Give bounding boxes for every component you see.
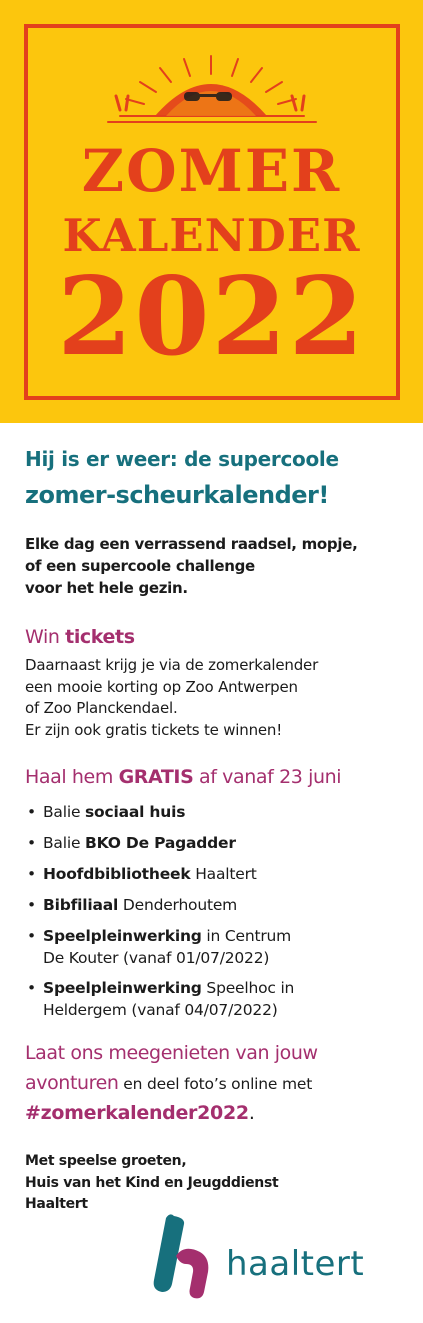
location-name: Speelpleinwerking (43, 927, 202, 945)
win-paragraph (25, 655, 318, 741)
signature-line: Haaltert (25, 1196, 88, 1212)
logo-wordmark: haaltert (226, 1244, 365, 1284)
list-item (25, 801, 185, 823)
list-item (25, 925, 291, 969)
intro-text (25, 533, 358, 599)
bullet-icon: • (27, 896, 36, 914)
location-suffix: Haaltert (190, 865, 257, 883)
list-item (25, 832, 236, 854)
paragraph-line: een mooie korting op Zoo Antwerpen (25, 677, 298, 696)
location-detail: Heldergem (vanaf 04/07/2022) (43, 1001, 278, 1019)
list-item (25, 863, 257, 885)
intro-line: of een supercoole challenge (25, 557, 255, 575)
share-emphasis: avonturen (25, 1072, 119, 1094)
location-name: sociaal huis (85, 803, 186, 821)
hashtag-text: #zomerkalender2022 (25, 1102, 249, 1124)
bullet-icon: • (27, 927, 36, 945)
bullet-icon: • (27, 979, 36, 997)
win-prefix: Win (25, 626, 66, 648)
bullet-icon: • (27, 803, 36, 821)
paragraph-line: Er zijn ook gratis tickets te winnen! (25, 720, 283, 739)
pickup-prefix: Haal hem (25, 766, 119, 788)
signature-line: Huis van het Kind en Jeugddienst (25, 1174, 279, 1191)
kalender-banner (0, 0, 423, 423)
location-name: Hoofdbibliotheek (43, 865, 191, 883)
location-suffix: Denderhoutem (118, 896, 238, 914)
location-prefix: Balie (43, 803, 86, 821)
list-item (25, 977, 294, 1021)
paragraph-line: of Zoo Planckendael. (25, 699, 178, 717)
location-name: Speelpleinwerking (43, 979, 202, 997)
paragraph-line: Daarnaast krijg je via de zomerkalender (25, 656, 319, 674)
haaltert-logo-icon (150, 1210, 230, 1305)
location-detail: De Kouter (vanaf 01/07/2022) (43, 949, 270, 967)
share-line2 (25, 1069, 312, 1098)
location-suffix: Speelhoc in (201, 979, 295, 997)
banner-title-zomer: ZOMER (81, 137, 342, 205)
share-rest: en deel foto’s online met (118, 1075, 313, 1093)
pickup-suffix: af vanaf 23 juni (193, 766, 342, 788)
banner-title-kalender: KALENDER (62, 209, 361, 262)
win-emphasis: tickets (65, 626, 135, 648)
bullet-icon: • (27, 834, 36, 852)
signature-line: Met speelse groeten, (25, 1153, 187, 1169)
location-prefix: Balie (43, 834, 86, 852)
signature (25, 1151, 278, 1216)
hashtag (25, 1099, 255, 1127)
location-name: BKO De Pagadder (85, 834, 236, 852)
location-suffix: in Centrum (201, 927, 292, 945)
pickup-emphasis: GRATIS (118, 766, 194, 788)
hashtag-period: . (248, 1102, 255, 1124)
location-name: Bibfiliaal (43, 896, 119, 914)
list-item (25, 894, 237, 916)
share-line1: Laat ons meegenieten van jouw (25, 1042, 318, 1064)
headline-line1: Hij is er weer: de supercoole (25, 447, 339, 471)
win-heading (25, 623, 135, 651)
banner-year: 2022 (57, 254, 366, 380)
pickup-heading (25, 763, 341, 791)
bullet-icon: • (27, 865, 36, 883)
intro-line: Elke dag een verrassend raadsel, mopje, (25, 535, 358, 553)
headline-line2: zomer-scheurkalender! (25, 481, 329, 509)
haaltert-logo (150, 1210, 400, 1305)
intro-line: voor het hele gezin. (25, 579, 188, 597)
